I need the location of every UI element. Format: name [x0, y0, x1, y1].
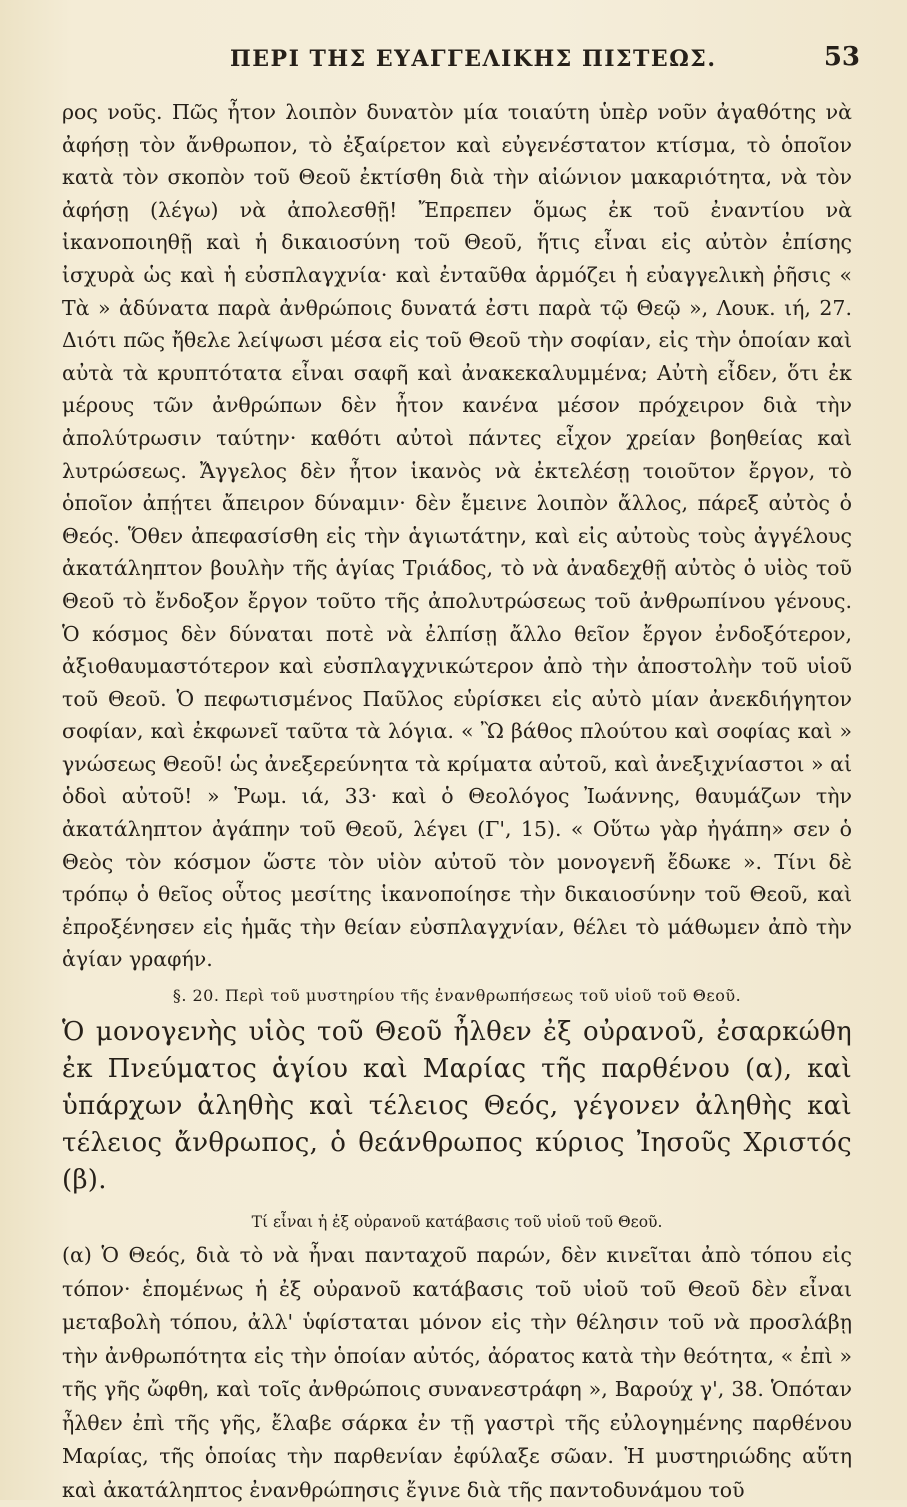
subheading: Τί εἶναι ἡ ἐξ οὐρανοῦ κατάβασις τοῦ υἱοῦ τοῦ Θεοῦ.	[251, 1213, 663, 1232]
page-number: 53	[823, 42, 860, 72]
page-header	[70, 40, 860, 80]
footnote-paragraph: (α) Ὁ Θεός, διὰ τὸ νὰ ἦναι πανταχοῦ παρών, δὲν κινεῖται ἀπὸ τόπου εἰς τόπον· ἑπομένως ἡ ἐξ οὐρανοῦ κατάβασις τοῦ υἱοῦ τοῦ Θεοῦ δὲν εἶναι μεταβολὴ τόπου, ἀλλ' ὑφίσταται μόνον εἰς τὴν θέλησιν τοῦ νὰ προσλάβῃ τὴν ἀνθρωπότητα εἰς τὴν ὁποίαν αὐτός, ἀόρατος κατὰ τὴν θεότητα, « ἐπὶ » τῆς γῆς ὤφθη, καὶ τοῖς ἀνθρώποις συνανεστράφη », Βαρούχ γ', 38. Ὁπόταν ἦλθεν ἐπὶ τῆς γῆς, ἔλαβε σάρκα ἐν τῇ γαστρὶ τῆς εὐλογημένης παρθένου Μαρίας, τῆς ὁποίας τὴν παρθενίαν ἐφύλαξε σῶαν. Ἡ μυστηριώδης αὕτη καὶ ἀκατάληπτος ἐνανθρώπησις ἔγινε διὰ τῆς παντοδυνάμου τοῦ	[62, 1243, 852, 1502]
doctrine-statement: Ὁ μονογενὴς υἱὸς τοῦ Θεοῦ ἦλθεν ἐξ οὐρανοῦ, ἐσαρκώθη ἐκ Πνεύματος ἁγίου καὶ Μαρίας τῆς παρθένου (α), καὶ ὑπάρχων ἀληθὴς καὶ τέλειος Θεός, γέγονεν ἀληθὴς καὶ τέλειος ἄνθρωπος, ὁ θεάνθρωπος κύριος Ἰησοῦς Χριστός (β).	[62, 1017, 852, 1196]
running-title: ΠΕΡΙ ΤΗΣ ΕΥΑΓΓΕΛΙΚΗΣ ΠΙΣΤΕΩΣ.	[230, 46, 717, 72]
section-heading: §. 20. Περὶ τοῦ μυστηρίου τῆς ἐνανθρωπήσεως τοῦ υἱοῦ τοῦ Θεοῦ.	[172, 986, 742, 1006]
body-paragraph: ρος νοῦς. Πῶς ἦτον λοιπὸν δυνατὸν μία τοιαύτη ὑπὲρ νοῦν ἀγαθότης νὰ ἀφήσῃ τὸν ἄνθρωπον, τὸ ἐξαίρετον καὶ εὐγενέστατον κτίσμα, τὸ ὁποῖον κατὰ τὸν σκοπὸν τοῦ Θεοῦ ἐκτίσθη διὰ τὴν αἰώνιον μακαριότητα, νὰ τὸν ἀφήσῃ (λέγω) νὰ ἀπολεσθῇ! Ἔπρεπεν ὅμως ἐκ τοῦ ἐναντίου νὰ ἱκανοποιηθῇ καὶ ἡ δικαιοσύνη τοῦ Θεοῦ, ἥτις εἶναι εἰς αὐτὸν ἐπίσης ἰσχυρὰ ὡς καὶ ἡ εὐσπλαγχνία· καὶ ἐνταῦθα ἁρμόζει ἡ εὐαγγελικὴ ῥῆσις « Τὰ » ἀδύνατα παρὰ ἀνθρώποις δυνατά ἐστι παρὰ τῷ Θεῷ », Λουκ. ιή, 27. Διότι πῶς ἤθελε λείψωσι μέσα εἰς τοῦ Θεοῦ τὴν σοφίαν, εἰς τὴν ὁποίαν καὶ αὐτὰ τὰ κρυπτότατα εἶναι σαφῆ καὶ ἀνακεκαλυμμένα; Αὐτὴ εἶδεν, ὅτι ἐκ μέρους τῶν ἀνθρώπων δὲν ἦτον κανένα μέσον πρόχειρον διὰ τὴν ἀπολύτρωσιν ταύτην· καθότι αὐτοὶ πάντες εἶχον χρείαν βοηθείας καὶ λυτρώσεως. Ἄγγελος δὲν ἦτον ἱκανὸς νὰ ἐκτελέσῃ τοιοῦτον ἔργον, τὸ ὁποῖον ἀπῄτει ἄπειρον δύναμιν· δὲν ἔμεινε λοιπὸν ἄλλος, πάρεξ αὐτὸς ὁ Θεός. Ὅθεν ἀπεφασίσθη εἰς τὴν ἁγιωτάτην, καὶ εἰς αὐτοὺς τοὺς ἀγγέλους ἀκατάληπτον βουλὴν τῆς ἁγίας Τριάδος, τὸ νὰ ἀναδεχθῇ αὐτὸς ὁ υἱὸς τοῦ Θεοῦ τὸ ἔνδοξον ἔργον τοῦτο τῆς ἀπολυτρώσεως τοῦ ἀνθρωπίνου γένους. Ὁ κόσμος δὲν δύναται ποτὲ νὰ ἐλπίσῃ ἄλλο θεῖον ἔργον ἐνδοξότερον, ἀξιοθαυμαστότερον καὶ εὐσπλαγχνικώτερον ἀπὸ τὴν ἀποστολὴν τοῦ υἱοῦ τοῦ Θεοῦ. Ὁ πεφωτισμένος Παῦλος εὑρίσκει εἰς αὐτὸ μίαν ἀνεκδιήγητον σοφίαν, καὶ ἐκφωνεῖ ταῦτα τὰ λόγια. « Ὢ βάθος πλούτου καὶ σοφίας καὶ » γνώσεως Θεοῦ! ὡς ἀνεξερεύνητα τὰ κρίματα αὐτοῦ, καὶ ἀνεξιχνίαστοι » αἱ ὁδοὶ αὐτοῦ! » Ῥωμ. ιά, 33· καὶ ὁ Θεολόγος Ἰωάννης, θαυμάζων τὴν ἀκατάληπτον ἀγάπην τοῦ Θεοῦ, λέγει (Γ', 15). « Οὕτω γὰρ ἠγάπη» σεν ὁ Θεὸς τὸν κόσμον ὥστε τὸν υἱὸν αὐτοῦ τὸν μονογενῆ ἔδωκε ». Τίνι δὲ τρόπῳ ὁ θεῖος οὗτος μεσίτης ἱκανοποίησε τὴν δικαιοσύνην τοῦ Θεοῦ, καὶ ἐπροξένησεν εἰς ἡμᾶς τὴν θείαν εὐσπλαγχνίαν, θέλει τὸ μάθωμεν ἀπὸ τὴν ἁγίαν γραφήν.	[62, 100, 852, 972]
page-body	[62, 96, 852, 1507]
